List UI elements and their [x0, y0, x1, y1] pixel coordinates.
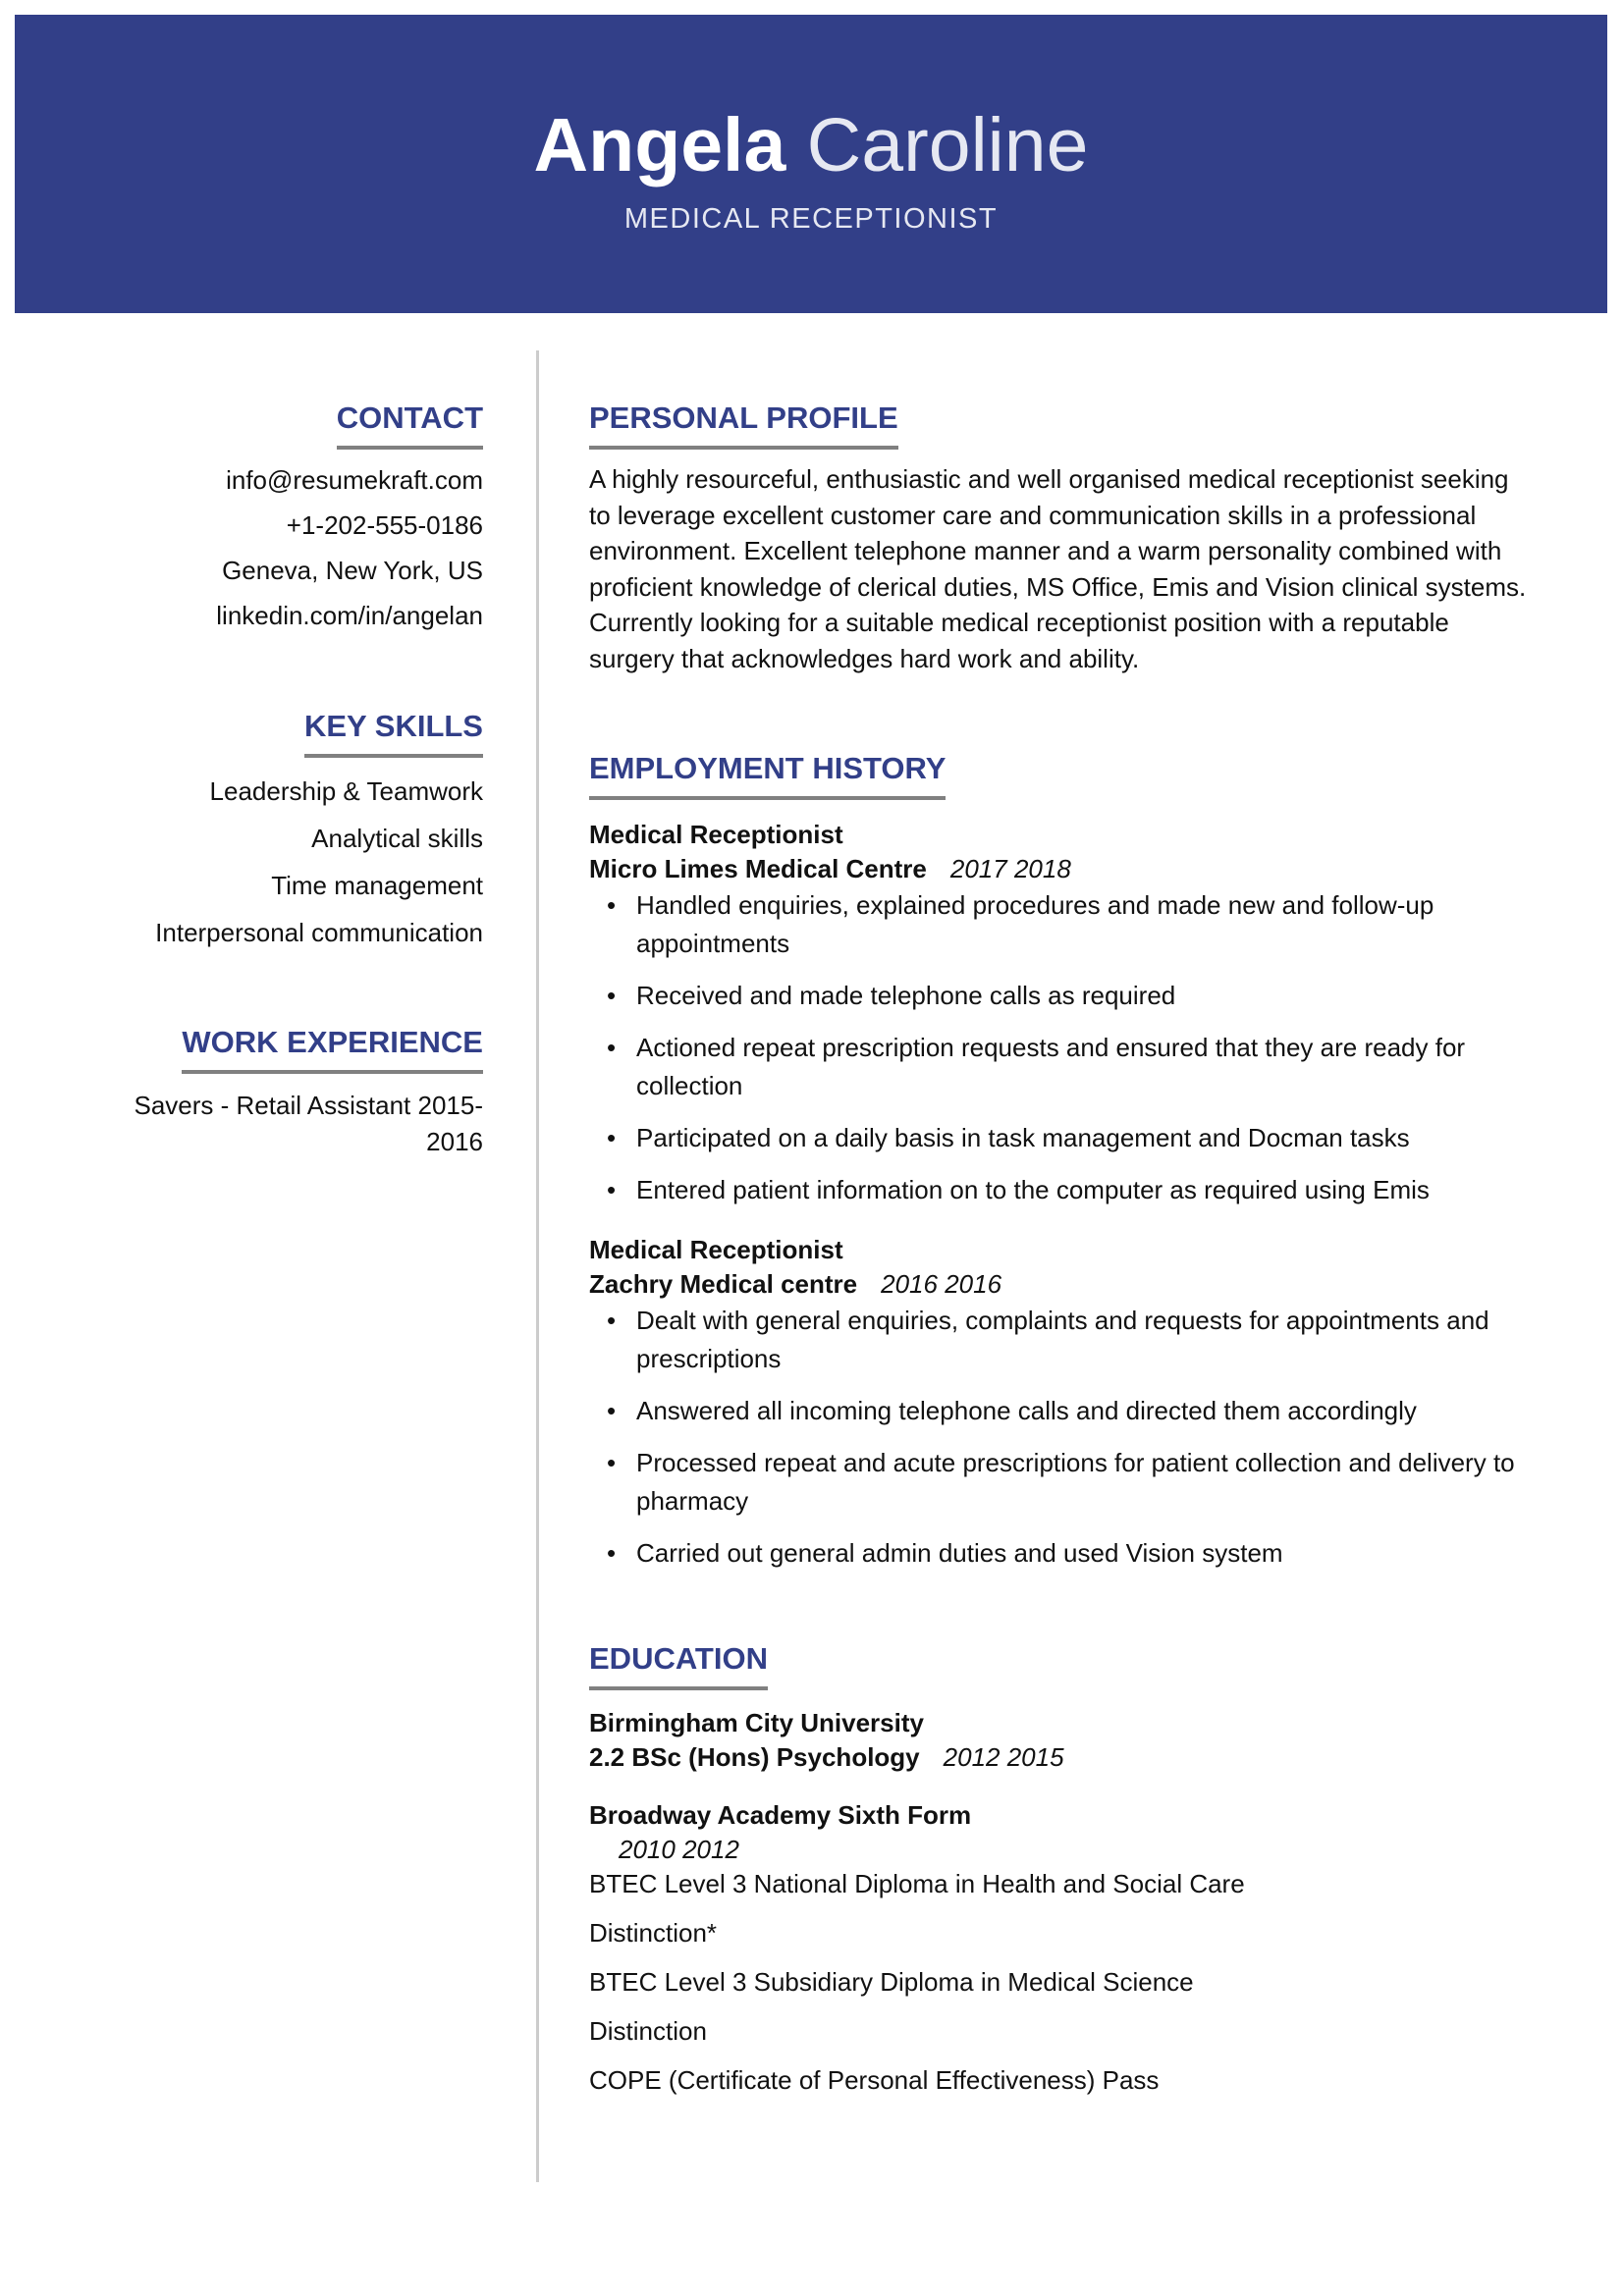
job-entry — [589, 818, 1571, 1209]
job-entry-dates: 2017 2018 — [949, 854, 1071, 883]
contact-list — [59, 457, 483, 638]
education-detail: Distinction — [589, 2016, 707, 2046]
contact-section — [59, 400, 483, 638]
education-entry — [589, 1798, 1571, 2097]
job-entry-company: Zachry Medical centre — [589, 1269, 858, 1299]
education-heading: EDUCATION — [589, 1641, 768, 1690]
job-bullet: • Entered patient information on to the computer as required using Emis — [636, 1171, 1571, 1209]
education-dates-line — [589, 1833, 1571, 1867]
employment-section — [589, 751, 1571, 1586]
job-bullet: • Dealt with general enquiries, complaints and requests for appointments and prescriptions — [636, 1302, 1571, 1378]
job-bullet: • Carried out general admin duties and used Vision system — [636, 1534, 1571, 1573]
skills-list — [59, 768, 483, 956]
job-entry-company: Micro Limes Medical Centre — [589, 854, 927, 883]
job-entry-dates: 2016 2016 — [881, 1269, 1002, 1299]
education-entry — [589, 1706, 1571, 1775]
job-bullets — [589, 1302, 1571, 1573]
work-experience-heading: WORK EXPERIENCE — [182, 1025, 483, 1074]
education-dates: 2012 2015 — [943, 1742, 1064, 1772]
contact-heading: CONTACT — [337, 400, 483, 450]
skill-item: Time management — [271, 871, 483, 900]
job-entry — [589, 1233, 1571, 1573]
job-entry-company-line — [589, 852, 1571, 886]
contact-location: Geneva, New York, US — [222, 556, 483, 585]
candidate-name — [15, 101, 1607, 189]
job-title-banner: MEDICAL RECEPTIONIST — [623, 203, 999, 235]
skills-heading: KEY SKILLS — [304, 709, 483, 758]
job-bullet: • Received and made telephone calls as required — [636, 977, 1571, 1015]
education-detail: COPE (Certificate of Personal Effectiveness) Pass — [589, 2065, 1160, 2095]
job-entry-company-line — [589, 1267, 1571, 1302]
contact-linkedin[interactable]: linkedin.com/in/angelan — [216, 601, 483, 630]
profile-section — [589, 400, 1571, 677]
education-school: Birmingham City University — [589, 1708, 924, 1737]
job-bullet: • Answered all incoming telephone calls and directed them accordingly — [636, 1392, 1571, 1430]
profile-heading: PERSONAL PROFILE — [589, 400, 898, 450]
job-entry-title: Medical Receptionist — [589, 820, 843, 849]
education-degree-line — [589, 1740, 1571, 1775]
contact-email[interactable]: info@resumekraft.com — [226, 465, 483, 495]
employment-heading: EMPLOYMENT HISTORY — [589, 751, 946, 800]
education-detail: Distinction* — [589, 1918, 718, 1948]
job-bullet: • Actioned repeat prescription requests and ensured that they are ready for collection — [636, 1029, 1571, 1105]
skill-item: Analytical skills — [311, 824, 483, 853]
job-bullet: • Handled enquiries, explained procedures and made new and follow-up appointments — [636, 886, 1571, 963]
column-divider — [536, 350, 539, 2182]
education-degree: 2.2 BSc (Hons) Psychology — [589, 1742, 920, 1772]
work-experience-text: Savers - Retail Assistant 2015-2016 — [134, 1091, 483, 1156]
resume-header — [15, 15, 1607, 313]
profile-text: A highly resourceful, enthusiastic and well organised medical receptionist seeking to leverage excellent customer care and communication skills in a professional environment. Excellent telephone manner and a warm personality combined with proficient knowledge of clerical duties, MS Office, Emis and Vision clinical systems. Currently looking for a suitable medical receptionist position with a reputable surgery that acknowledges hard work and ability. — [589, 464, 1527, 673]
contact-phone[interactable]: +1-202-555-0186 — [286, 510, 483, 540]
job-bullet: • Processed repeat and acute prescriptions for patient collection and delivery to pharmacy — [636, 1444, 1571, 1521]
skill-item: Leadership & Teamwork — [209, 776, 483, 806]
education-dates: 2010 2012 — [619, 1835, 739, 1864]
education-school: Broadway Academy Sixth Form — [589, 1800, 972, 1830]
work-experience-section — [59, 1025, 483, 1159]
skills-section — [59, 709, 483, 956]
education-detail: BTEC Level 3 National Diploma in Health and Social Care — [589, 1869, 1245, 1898]
skill-item: Interpersonal communication — [155, 918, 483, 947]
last-name: Caroline — [806, 103, 1089, 187]
education-section — [589, 1641, 1571, 2112]
job-entry-title: Medical Receptionist — [589, 1235, 843, 1264]
job-bullet: • Participated on a daily basis in task management and Docman tasks — [636, 1119, 1571, 1157]
job-bullets — [589, 886, 1571, 1209]
first-name: Angela — [533, 103, 786, 187]
education-detail: BTEC Level 3 Subsidiary Diploma in Medical Science — [589, 1967, 1194, 1997]
